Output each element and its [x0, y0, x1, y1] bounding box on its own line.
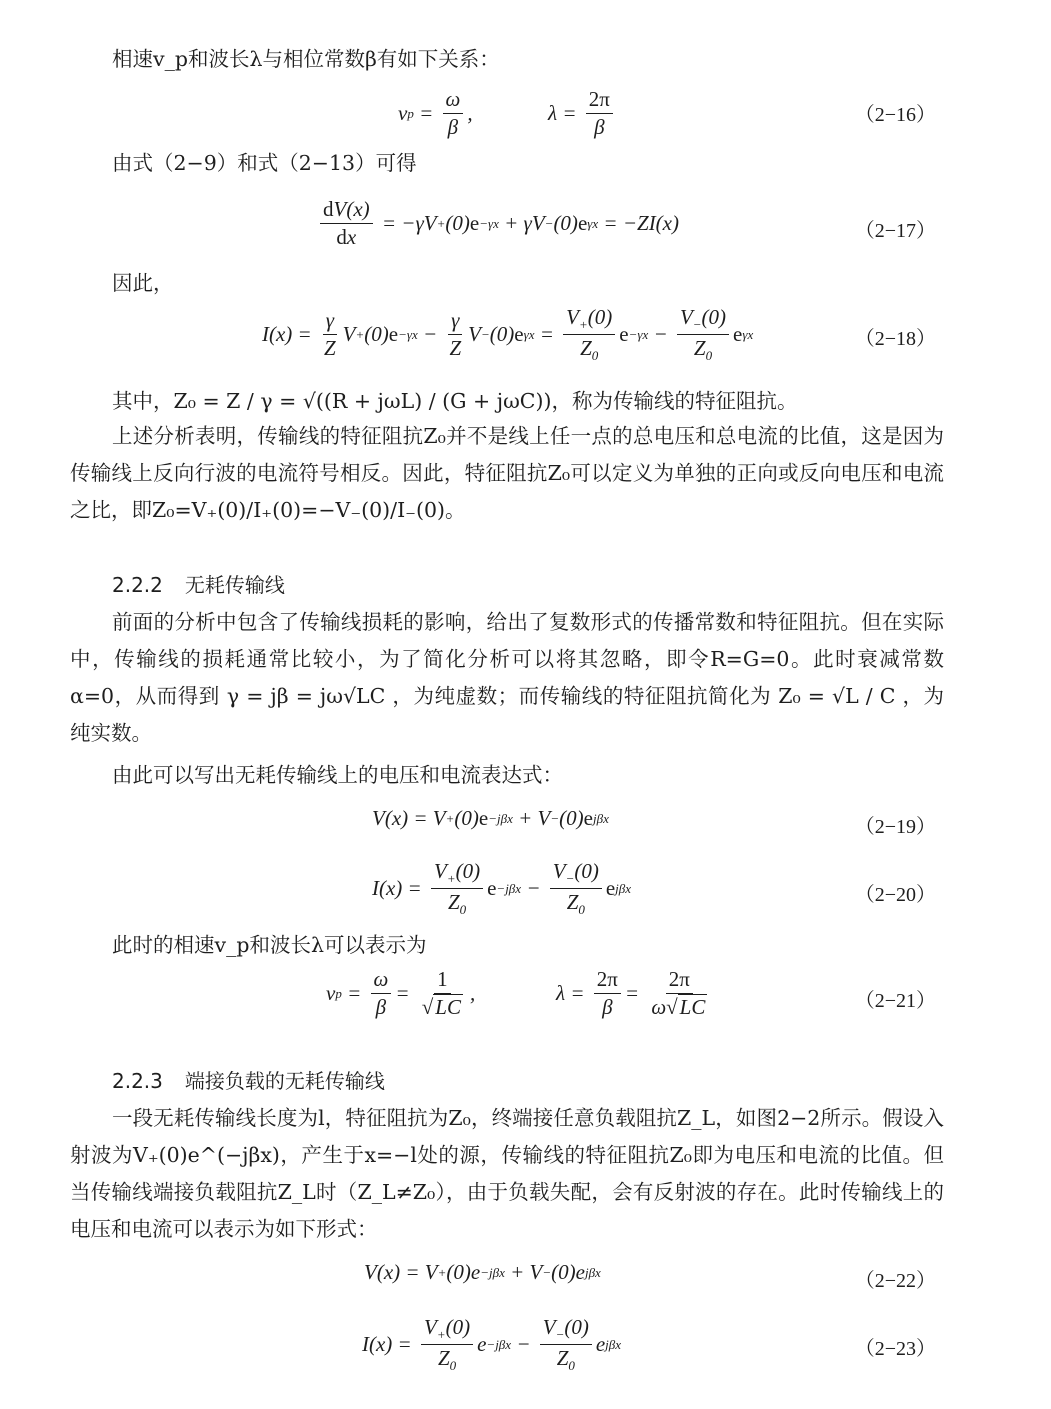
equation-number: （2−19）	[854, 816, 936, 838]
equation-2-18: I(x) = $\frac{\gamma}{Z}$ V + (0) e −γx − $\frac{\gamma}{Z}$ V − (0) e γx = $\frac{V_+(0)}{Z_0}$ e −γx − $\frac{V_-(0)}{Z_0}$ e γx （2−18）	[262, 305, 936, 364]
section-heading-2-2-2: 2.2.2 无耗传输线	[112, 573, 285, 597]
equation-number: （2−16）	[854, 104, 936, 126]
equation-number: （2−17）	[854, 220, 936, 242]
equation-number: （2−20）	[854, 884, 936, 906]
equation-number: （2−18）	[854, 328, 936, 350]
text-line: 因此，	[112, 271, 174, 295]
equation-number: （2−21）	[854, 990, 936, 1012]
equation-2-22: V(x) = V + (0)e −jβx + V − (0)e jβx （2−22）	[364, 1260, 936, 1292]
equation-number: （2−23）	[854, 1338, 936, 1360]
intro-line: 相速v_p和波长λ与相位常数β有如下关系：	[112, 47, 500, 71]
equation-2-17: $\frac{dV(x)}{dx}$ = −γV + (0) e −γx + γV − (0) e γx = −ZI(x) （2−17）	[0, 196, 1051, 256]
equation-2-23: I(x) = $\frac{V_+(0)}{Z_0}$ e −jβx − $\frac{V_-(0)}{Z_0}$ e jβx （2−23）	[362, 1315, 936, 1374]
equation-2-20: I(x) = $\frac{V_+(0)}{Z_0}$ e −jβx − $\frac{V_-(0)}{Z_0}$ e jβx （2−20）	[372, 859, 936, 918]
paragraph: 上述分析表明，传输线的特征阻抗Z₀并不是线上任一点的总电压和总电流的比值，这是因为传输线上反向行波的电流符号相反。因此，特征阻抗Z₀可以定义为单独的正向或反向电压和电流之比，即Z₀=V₊(0)/I₊(0)=−V₋(0)/I₋(0)。	[70, 424, 944, 522]
paragraph: 一段无耗传输线长度为l，特征阻抗为Z₀，终端接任意负载阻抗Z_L，如图2−2所示。假设入射波为V₊(0)e^(−jβx)，产生于x=−l处的源，传输线的特征阻抗Z₀即为电压和电流的比值。但当传输线端接负载阻抗Z_L时（Z_L≠Z₀），由于负载失配，会有反射波的存在。此时传输线上的电压和电流可以表示为如下形式：	[70, 1106, 944, 1241]
paragraph: 前面的分析中包含了传输线损耗的影响，给出了复数形式的传播常数和特征阻抗。但在实际中，传输线的损耗通常比较小，为了简化分析可以将其忽略，即令R=G=0。此时衰减常数α=0，从而得到 γ = jβ = jω√LC ，为纯虚数；而传输线的特征阻抗简化为 Z₀ = √L / C ，为纯实数。	[70, 610, 944, 745]
text-line: 由式（2−9）和式（2−13）可得	[112, 151, 417, 175]
equation-number: （2−22）	[854, 1270, 936, 1292]
equation-2-16: v p = $\frac{\omega}{\beta}$ , λ = $\frac{2\pi}{\beta}$ （2−16）	[398, 87, 936, 140]
text-line: 此时的相速v_p和波长λ可以表示为	[112, 933, 427, 957]
text-line: 其中，Z₀ = Z / γ = √((R + jωL) / (G + jωC))，称为传输线的特征阻抗。	[112, 389, 798, 413]
equation-2-21: v p = $\frac{\omega}{\beta}$ = $\frac{1}{√LC}$ , λ = $\frac{2\pi}{\beta}$ = $\frac{2\pi}{\omega√LC}$ （2−21）	[326, 967, 936, 1020]
section-heading-2-2-3: 2.2.3 端接负载的无耗传输线	[112, 1069, 385, 1093]
equation-2-19: V(x) = V + (0) e −jβx + V − (0) e jβx （2−19）	[372, 806, 936, 838]
text-line: 由此可以写出无耗传输线上的电压和电流表达式：	[112, 763, 563, 787]
